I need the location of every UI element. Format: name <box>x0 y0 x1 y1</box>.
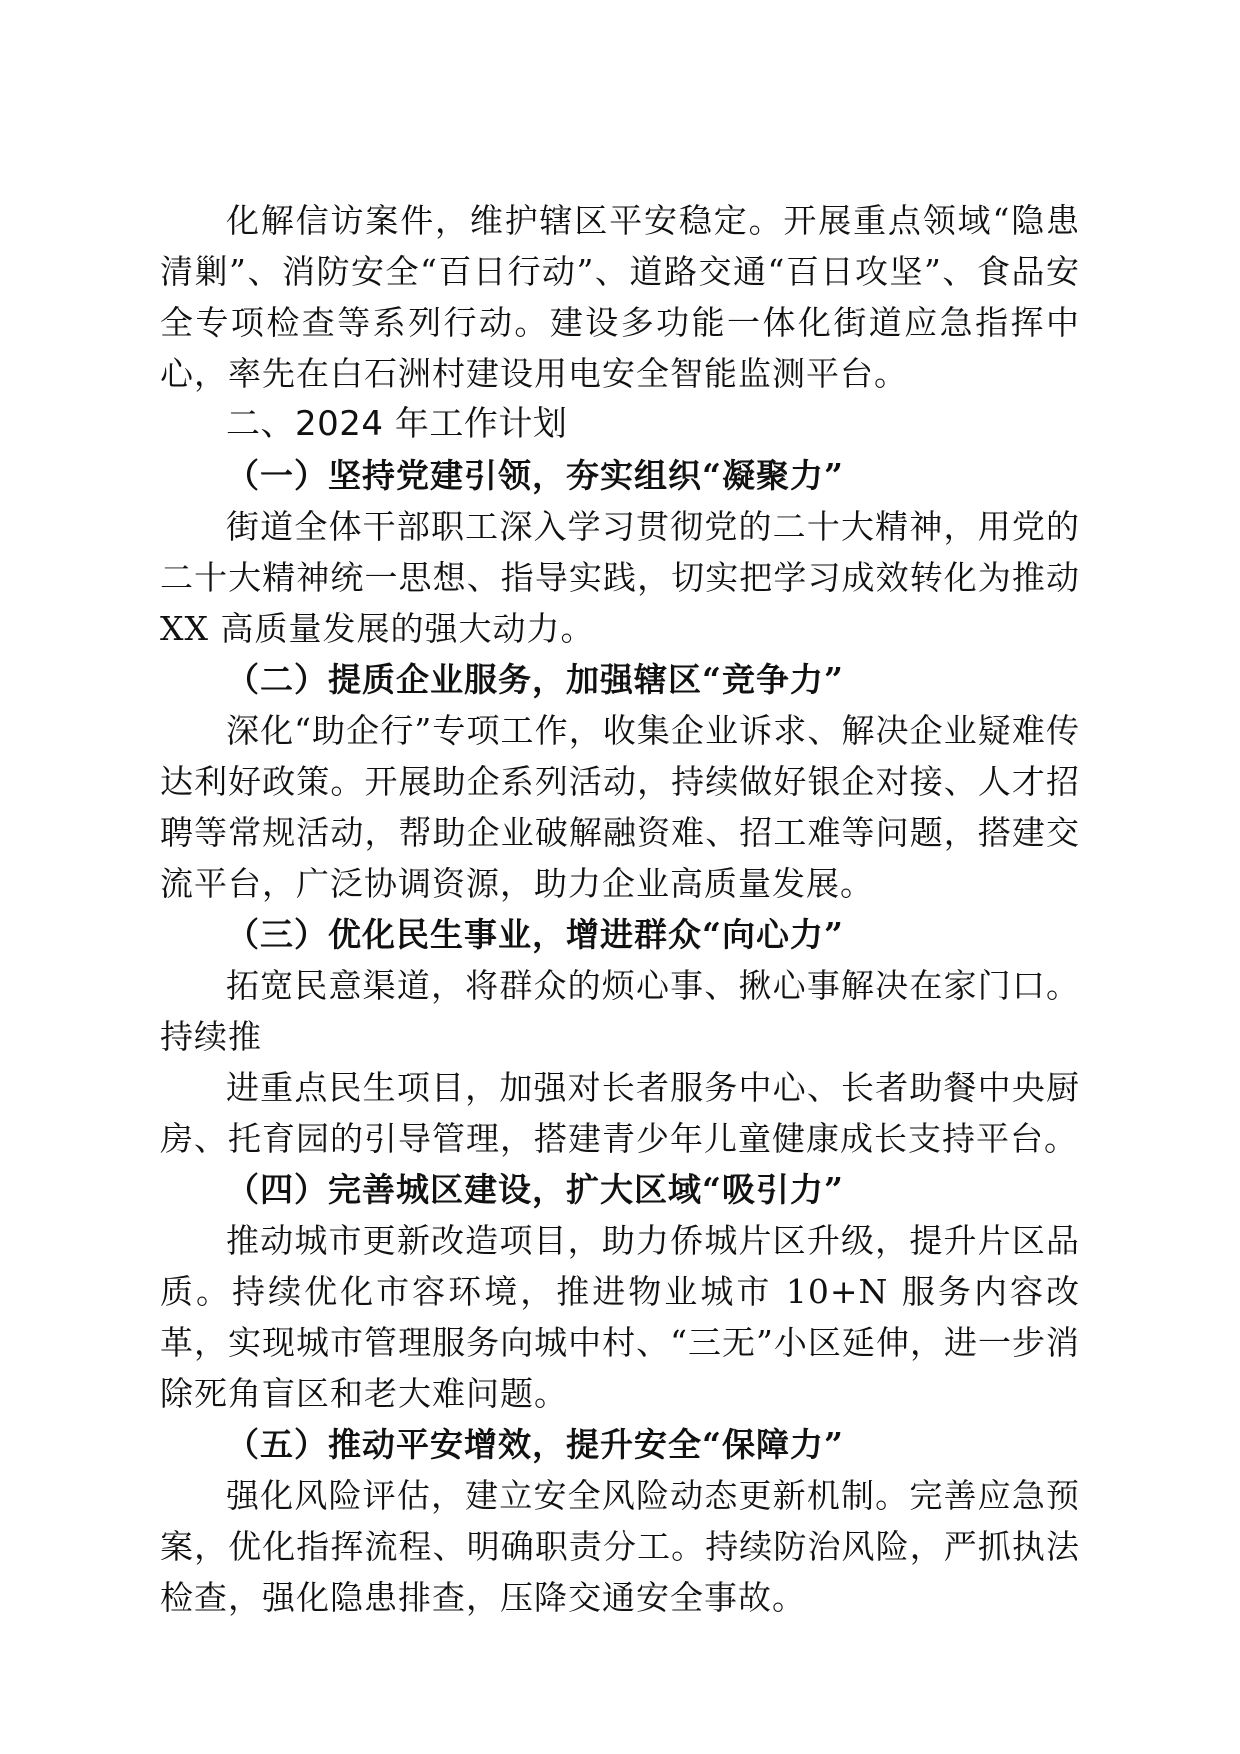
section-heading: 二、2024 年工作计划 <box>226 404 568 444</box>
item-1-heading: （一）坚持党建引领，夯实组织“凝聚力” <box>226 456 844 495</box>
item-3-body: 拓宽民意渠道，将群众的烦心事、揪心事解决在家门口。持续推 <box>160 966 1080 1056</box>
intro-paragraph: 化解信访案件，维护辖区平安稳定。开展重点领域“隐患清剿”、消防安全“百日行动”、道路交通“百日攻坚”、食品安全专项检查等系列行动。建设多功能一体化街道应急指挥中心，率先在白石洲村建设用电安全智能监测平台。 <box>160 201 1080 393</box>
item-4-body: 推动城市更新改造项目，助力侨城片区升级，提升片区品质。持续优化市容环境，推进物业城市 10+N 服务内容改革，实现城市管理服务向城中村、“三无”小区延伸，进一步消除死角盲区和老大难问题。 <box>160 1221 1080 1413</box>
item-5-body: 强化风险评估，建立安全风险动态更新机制。完善应急预案，优化指挥流程、明确职责分工。持续防治风险，严抓执法检查，强化隐患排查，压降交通安全事故。 <box>160 1476 1080 1617</box>
item-2-heading: （二）提质企业服务，加强辖区“竞争力” <box>226 660 844 699</box>
item-1-body: 街道全体干部职工深入学习贯彻党的二十大精神，用党的二十大精神统一思想、指导实践，切实把学习成效转化为推动 XX 高质量发展的强大动力。 <box>160 507 1080 648</box>
document-page <box>160 195 1080 1623</box>
item-5-heading: （五）推动平安增效，提升安全“保障力” <box>226 1425 844 1464</box>
item-4-heading: （四）完善城区建设，扩大区域“吸引力” <box>226 1170 844 1209</box>
item-3-heading: （三）优化民生事业，增进群众“向心力” <box>226 915 844 954</box>
item-3-body-continued: 进重点民生项目，加强对长者服务中心、长者助餐中央厨房、托育园的引导管理，搭建青少年儿童健康成长支持平台。 <box>160 1068 1080 1158</box>
item-2-body: 深化“助企行”专项工作，收集企业诉求、解决企业疑难传达利好政策。开展助企系列活动，持续做好银企对接、人才招聘等常规活动，帮助企业破解融资难、招工难等问题，搭建交流平台，广泛协调资源，助力企业高质量发展。 <box>160 711 1080 903</box>
